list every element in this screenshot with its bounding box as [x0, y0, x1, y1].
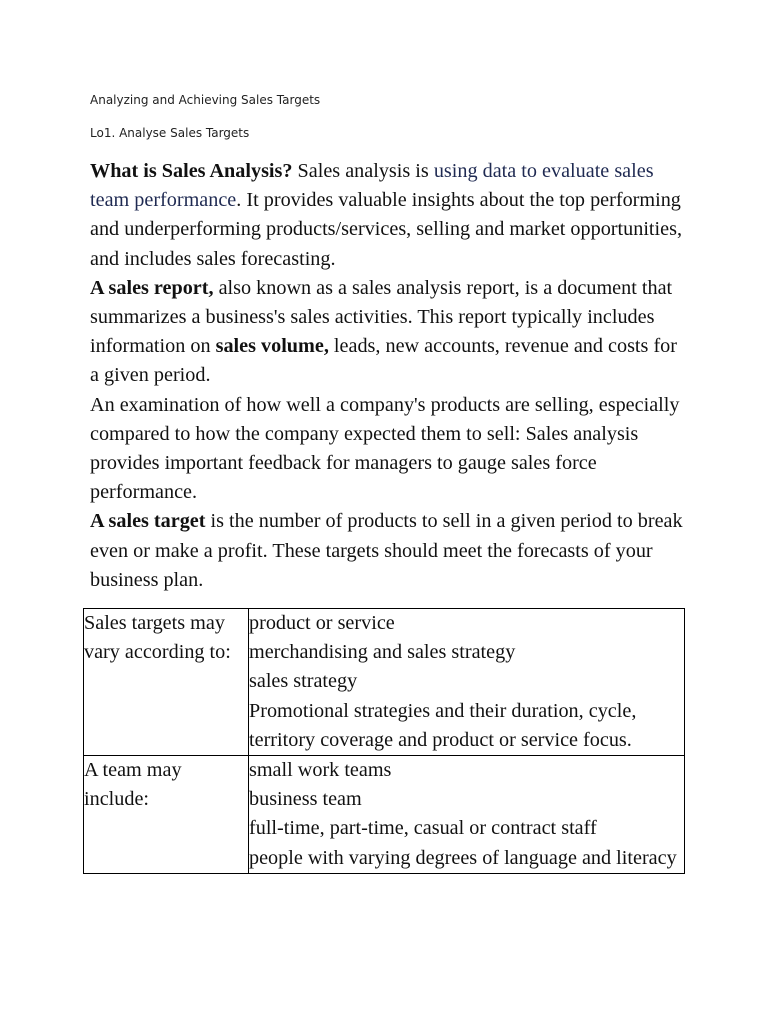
list-item: merchandising and sales strategy: [249, 641, 516, 664]
section-title: Lo1. Analyse Sales Targets: [90, 126, 250, 140]
list-item: small work teams: [249, 759, 392, 782]
term-sales-analysis: What is Sales Analysis?: [90, 160, 293, 182]
table-label-cell: A team may include:: [84, 756, 249, 874]
table-row: [84, 756, 685, 874]
list-item: sales strategy: [249, 670, 358, 693]
paragraph-text: is the number of products to sell in a given period to break even or make a profit. These targets should meet the forecasts of your business plan.: [90, 510, 683, 591]
paragraph-text: Sales analysis is: [292, 160, 434, 182]
table-items-cell: [249, 609, 685, 756]
list-item: product or service: [249, 612, 395, 634]
list-item: people with varying degrees of language and literacy: [249, 846, 677, 869]
list-item: Promotional strategies and their duration, cycle, territory coverage and product or service focus.: [249, 699, 637, 751]
paragraph-sales-analysis: [90, 157, 690, 274]
sales-targets-table: [83, 608, 685, 874]
paragraph-sales-report: [90, 274, 690, 391]
paragraph-text: . It provides valuable insights about the top performing and underperforming products/services, selling and market opportunities, and includes sales forecasting.: [90, 189, 683, 270]
paragraph-text: An examination of how well a company's products are selling, especially compared to how the company expected them to sell: Sales analysis provides important feedback for managers to gauge sales force performance.: [90, 393, 680, 504]
body-text: [90, 157, 690, 595]
document-title: Analyzing and Achieving Sales Targets: [90, 93, 321, 107]
term-sales-report: A sales report,: [90, 276, 214, 299]
table-label-cell: Sales targets may vary according to:: [84, 609, 249, 756]
term-sales-target: A sales target: [90, 510, 206, 533]
paragraph-sales-target: [90, 507, 690, 595]
paragraph-examination: [90, 391, 690, 508]
paragraph-text: also known as a sales analysis report, is a document that summarizes a business's sales activities. This report typically includes information on: [90, 276, 673, 358]
list-item: full-time, part-time, casual or contract staff: [249, 817, 597, 840]
table-row: [84, 609, 685, 756]
sales-analysis-link-text: using data to evaluate sales team performance: [90, 160, 654, 212]
table-items-cell: [249, 756, 685, 874]
term-sales-volume: sales volume,: [215, 335, 329, 358]
list-item: business team: [249, 788, 362, 811]
paragraph-text: leads, new accounts, revenue and costs for a given period.: [90, 335, 677, 387]
